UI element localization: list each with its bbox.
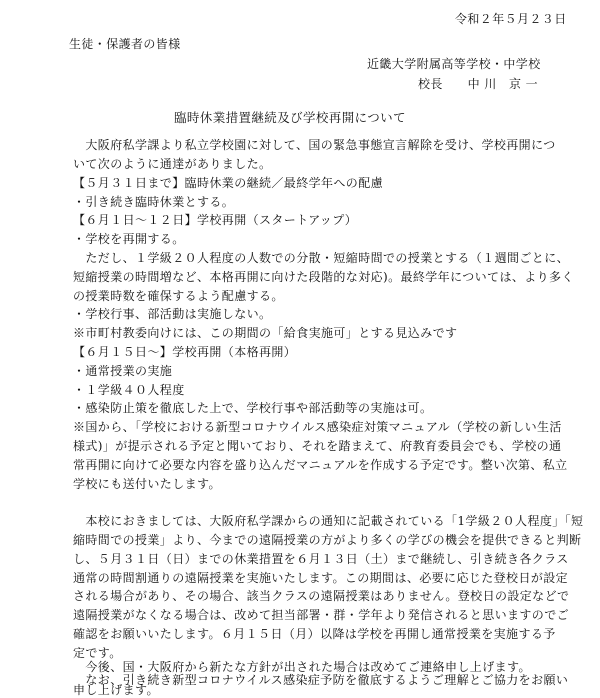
- body-line: 縮時間での授業」より、今までの遠隔授業の方がより多くの学びの機会を提供できると判断: [73, 533, 582, 547]
- body-line: いて次のように通達がありました。: [73, 157, 272, 171]
- body-line: 遠隔授業がなくなる場合は、改めて担当部署・群・学年より発信されると思いますのでご: [73, 608, 570, 622]
- body-line: なお、引き続き新型コロナウイルス感染症予防を徹底するようご理解とご協力をお願い: [73, 673, 569, 687]
- body-line: 【６月１５日～】学校再開（本格再開）: [73, 345, 297, 359]
- body-line: 定です。: [73, 646, 122, 660]
- body-line: 大阪府私学課より私立学校園に対して、国の緊急事態宣言解除を受け、学校再開につ: [73, 138, 556, 152]
- body-line: の授業時数を確保するよう配慮する。: [73, 289, 284, 303]
- body-line: 今後、国・大阪府から新たな方針が出された場合は改めてご連絡申し上げます。: [73, 660, 531, 674]
- body-line: ただし、１学級２０人程度の人数での分散・短縮時間での授業とする（１週間ごとに、: [73, 251, 570, 265]
- body-line: 【５月３１日まで】臨時休業の継続／最終学年への配慮: [73, 176, 384, 190]
- body-line: ・感染防止策を徹底した上で、学校行事や部活動等の実施は可。: [73, 401, 433, 415]
- body-line: 学校にも送付いたします。: [73, 477, 221, 491]
- body-line: ※国から、「学校における新型コロナウイルス感染症対策マニュアル（学校の新しい生活: [73, 420, 562, 434]
- body-line: ・１学級４０人程度: [73, 383, 185, 397]
- body-line: ・通常授業の実施: [73, 364, 173, 378]
- body-line: 通常の時間割通りの遠隔授業を実施いたします。この期間は、必要に応じた登校日が設定: [73, 571, 569, 585]
- body-line: 常再開に向けて必要な内容を盛り込んだマニュアルを作成する予定です。整い次第、私立: [73, 458, 568, 472]
- body-line: 様式)」が提示される予定と聞いており、それを踏まえて、府教育委員会でも、学校の通: [73, 439, 562, 453]
- body-line: される場合があり、その場合、該当クラスの遠隔授業はありません。登校日の設定などで: [73, 589, 570, 603]
- principal-name: 校長 中 川 京 一: [418, 77, 539, 91]
- body-line: し、５月３１日（日）までの休業措置を６月１３日（土）まで継続し、引き続き各クラス: [73, 552, 569, 566]
- body-line: 本校におきましては、大阪府私学課からの通知に記載されている「1学級２０人程度」「短: [73, 514, 584, 528]
- school-name: 近畿大学附属高等学校・中学校: [367, 57, 541, 71]
- recipient: 生徒・保護者の皆様: [69, 37, 181, 51]
- body-line: ※市町村教委向けには、この期間の「給食実施可」とする見込みです: [73, 326, 458, 340]
- date: 令和２年５月２３日: [455, 12, 567, 26]
- body-line: 【６月１日～１２日】学校再開（スタートアップ）: [73, 213, 358, 227]
- body-line: 確認をお願いいたします。６月１５日（月）以降は学校を再開し通常授業を実施する予: [73, 627, 556, 641]
- document-title: 臨時休業措置継続及び学校再開について: [174, 110, 406, 125]
- body-line: 申し上げます。: [73, 683, 159, 697]
- body-line: ・学校を再開する。: [73, 232, 185, 246]
- body-line: 短縮授業の時間増など、本格再開に向けた段階的な対応)。最終学年については、より多く: [73, 270, 574, 284]
- body-line: ・引き続き臨時休業とする。: [73, 195, 235, 209]
- body-line: ・学校行事、部活動は実施しない。: [73, 307, 272, 321]
